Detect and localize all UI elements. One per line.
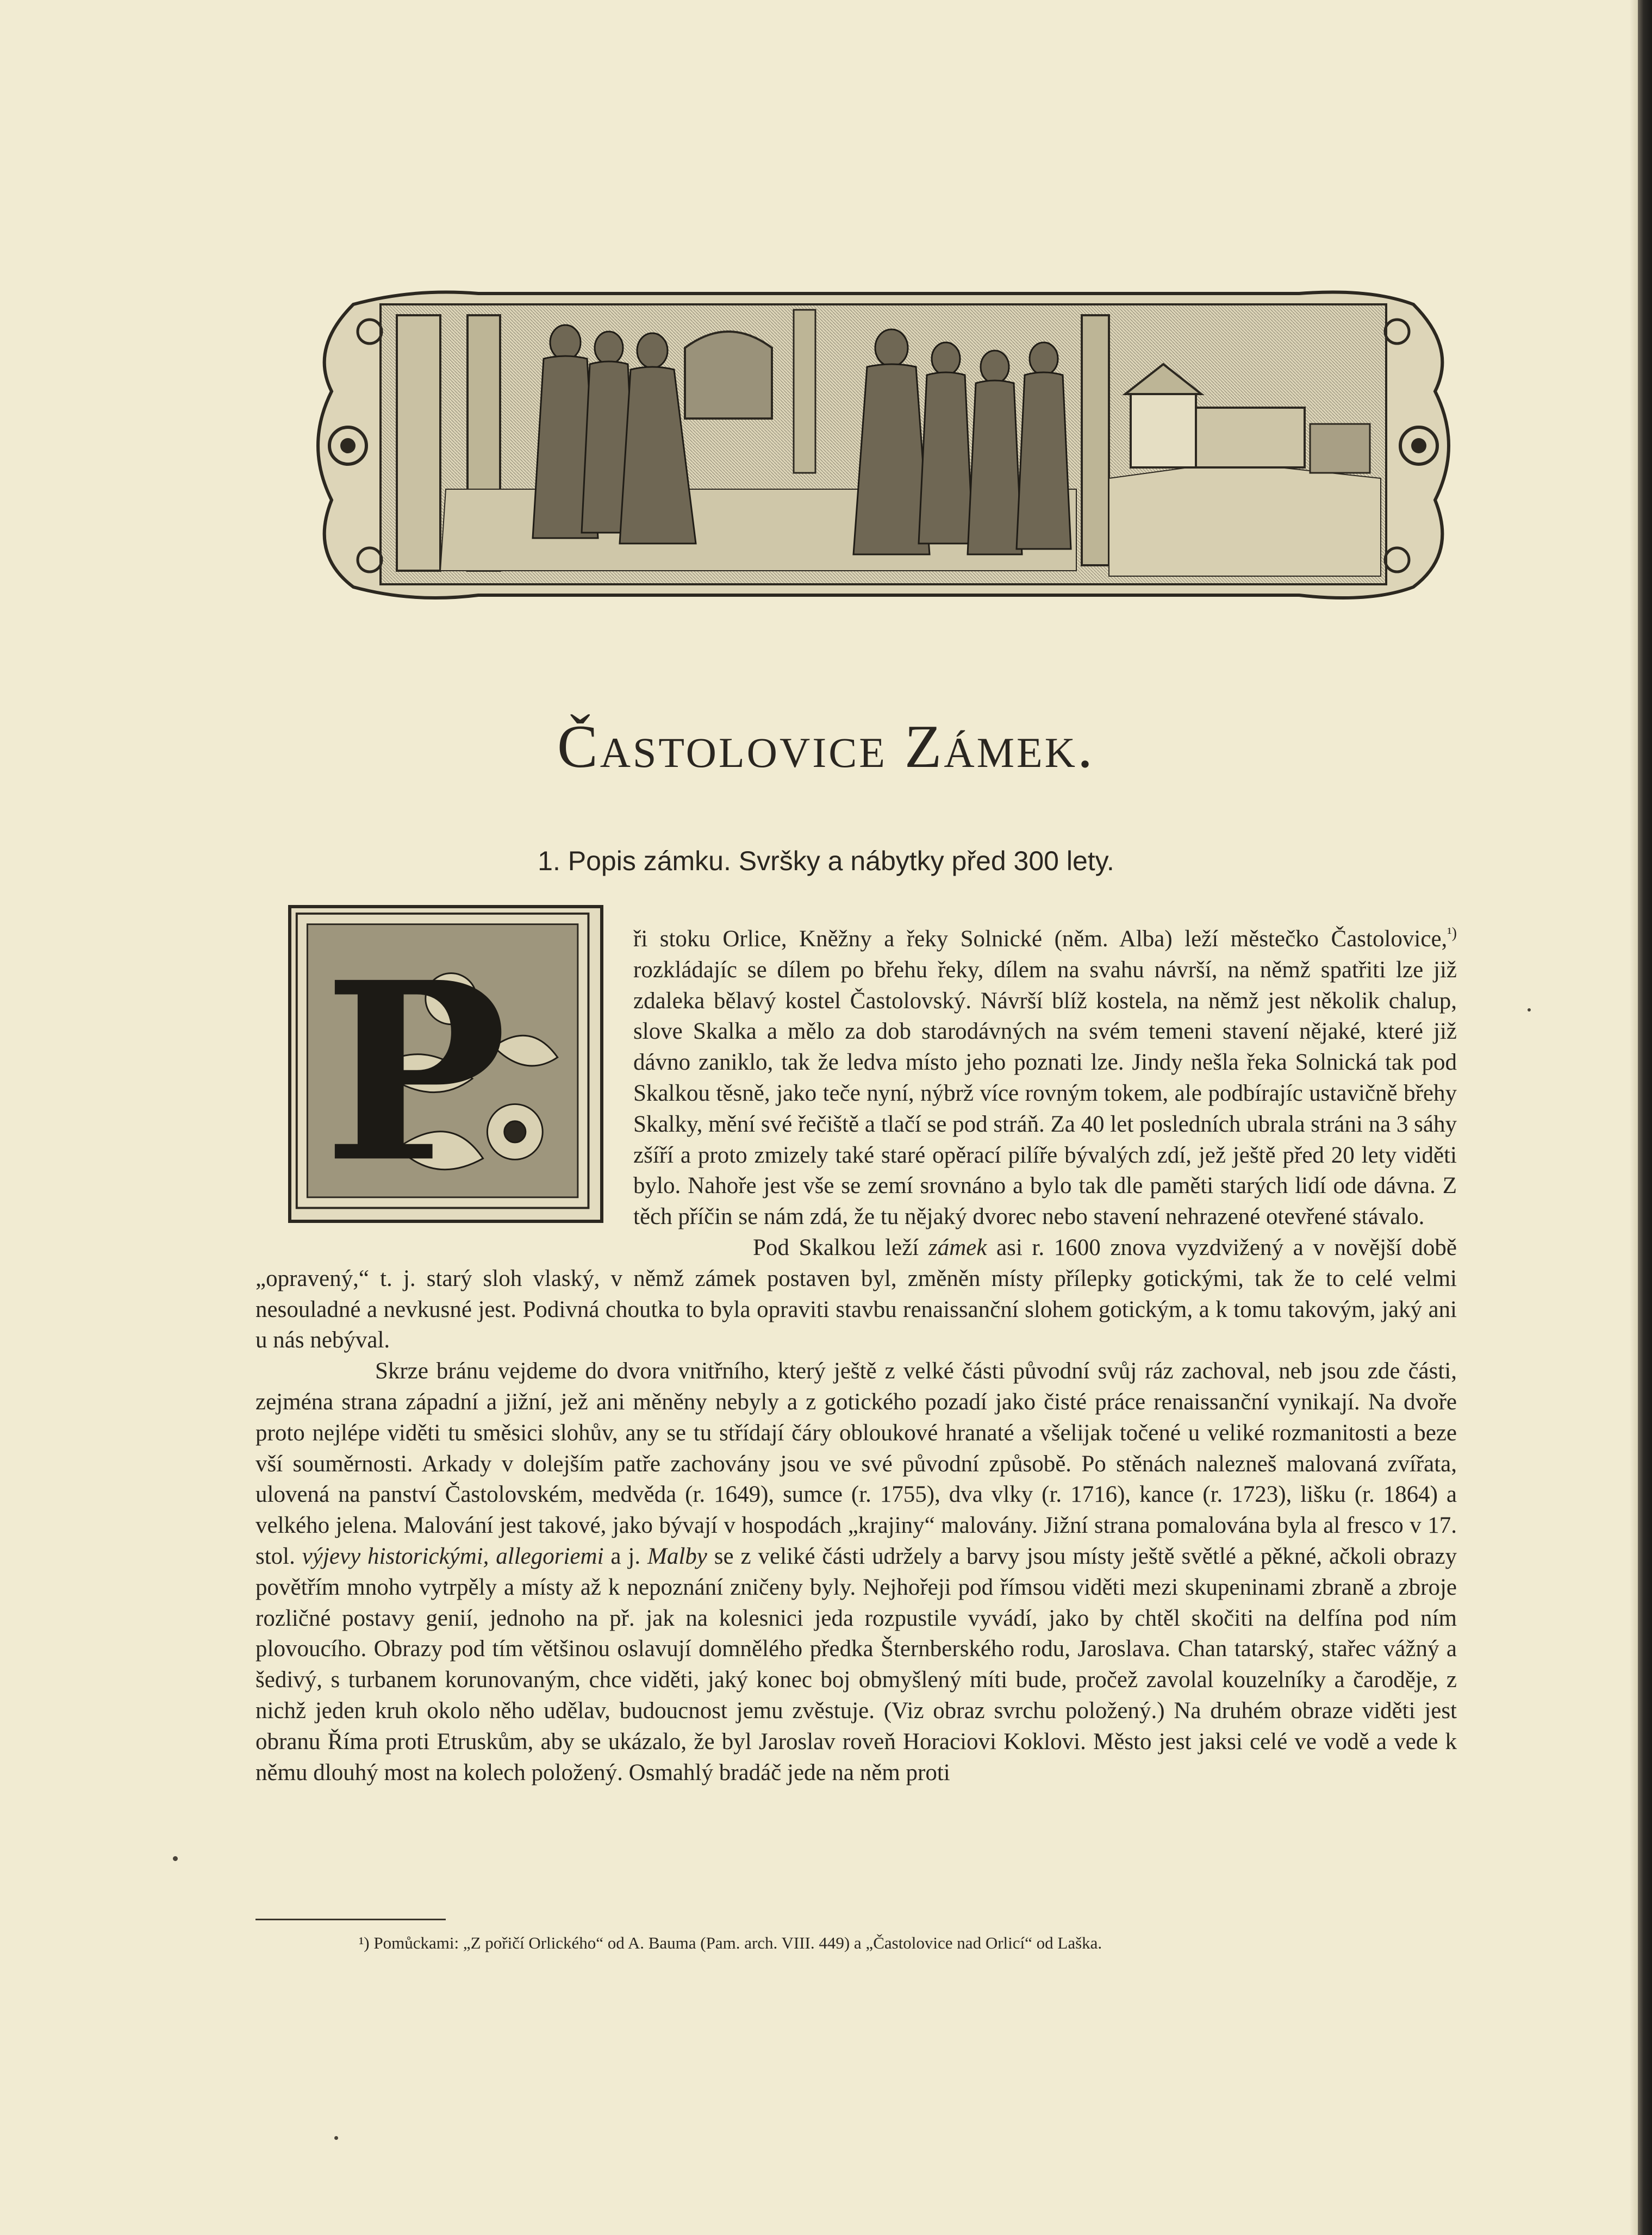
book-spine-edge	[1638, 0, 1652, 2235]
dropcap-letter: P	[323, 929, 508, 1217]
section-heading: 1. Popis zámku. Svršky a nábytky před 300 lety.	[538, 846, 1114, 876]
historical-scene-banner	[304, 283, 1462, 609]
footnote: ¹) Pomůckami: „Z pořičí Orlického“ od A. Bauma (Pam. arch. VIII. 449) a „Častolovice nad Orlicí“ od Laška.	[359, 1933, 1102, 1952]
page-title: Častolovice Zámek.	[557, 713, 1095, 781]
paragraph-castle: Pod Skalkou leží zámek asi r. 1600 znova vyzdvižený a v novější době „opravený,“ t. j. starý sloh vlaský, v němž zámek postaven byl, změněn místy přílepky gotickými, tak že to celé velmi nesouladné a nevkusné jest. Podivná choutka to byla opraviti stavbu renaissanční slohem gotickým, a k tomu takovým, jaký ani u nás nebýval.	[255, 1234, 1457, 1353]
paper-speck	[334, 2136, 338, 2140]
footnote-marker[interactable]: ¹)	[1447, 925, 1457, 942]
paper-speck	[173, 1856, 178, 1861]
page-gutter-shadow	[1630, 0, 1638, 2235]
paper-speck	[1528, 1008, 1531, 1012]
paragraph-courtyard: Skrze bránu vejdeme do dvora vnitřního, který ještě z velké části původní svůj ráz zachoval, neb jsou zde části, zejména strana západní a jižní, jež ani měněny nebyly a z gotického pozadí jako čisté práce renaissanční vynikají. Na dvoře proto nejlépe viděti tu směsici slohův, any se tu střídají čáry obloukové hranaté a všelijak točené u veliké rozmanitosti a beze vší souměrnosti. Arkady v dolejším patře zachovány jsou ve své původní způsobě. Po stěnách nalezneš malovaná zvířata, ulovená na panství Častolovském, medvěda (r. 1649), sumce (r. 1755), dva vlky (r. 1716), kance (r. 1723), lišku (r. 1864) a velkého jelena. Malování jest takové, jako bývají v hospodách „krajiny“ malovány. Jižní strana pomalována byla al fresco v 17. stol. výjevy historickými, allegoriemi a j. Malby se z veliké části udržely a barvy jsou místy ještě světlé a pěkné, ačkoli obrazy povětřím mnoho vytrpěly a místy až k nepoznání zničeny byly. Nejhořeji pod římsou viděti mezi skupeninami zbraně a zbroje rozličné postavy genií, jednoho na př. jak na kolesnici jeda rozpustile vyvádí, jako by chtěl skočiti na delfína pod ním plovoucího. Obrazy pod tím většinou oslavují domnělého předka Šternberského rodu, Jaroslava. Chan tatarský, stařec vážný a šedivý, s turbanem korunovaným, chce viděti, jaký konec boj obmyšlený míti bude, pročež zavolal kouzelníky a čaroděje, z nichž jeden kruh okolo něho udělav, budoucnost jemu zvěstuje. (Viz obraz svrchu položený.) Na druhém obraze viděti jest obranu Říma proti Etruskům, aby se ukázalo, že byl Jaroslav roveň Horaciovi Koklovi. Město jest jaksi celé ve vodě a vede k němu dlouhý most na kolech položený. Osmahlý bradáč jede na něm proti	[255, 1358, 1457, 1785]
footnote-separator	[255, 1919, 446, 1920]
paragraph-intro: ři stoku Orlice, Kněžny a řeky Solnické (něm. Alba) leží městečko Častolovice,$^{^1)}$ rozkládajíc se dílem po břehu řeky, dílem na svahu návrší, na němž spatřiti lze již zdaleka bělavý kostel Častolovský. Návrší blíž kostela, na němž jest několik chalup, slove Skalka a mělo za dob starodávných na svém temeni stavení nějaké, které již dávno zaniklo, tak že ledva místo jeho poznati lze. Jindy nešla řeka Solnická tak pod Skalkou těsně, jako teče nyní, nýbrž více rovným tokem, ale podbírajíc ustavičně břehy Skalky, mění své řečiště a tlačí se pod stráň. Za 40 let posledních ubrala stráni na 3 sáhy zšíří a proto zmizely také staré opěrací pilíře bývalých zdí, jež ještě před 20 lety viděti bylo. Nahoře jest vše se zemí srovnáno a bylo tak dle paměti starých lidí ode dávna. Z těch příčin se nám zdá, že tu nějaký dvorec nebo stavení nehrazené otevřené stávalo.	[633, 925, 1457, 1230]
article-body	[255, 924, 1457, 1788]
